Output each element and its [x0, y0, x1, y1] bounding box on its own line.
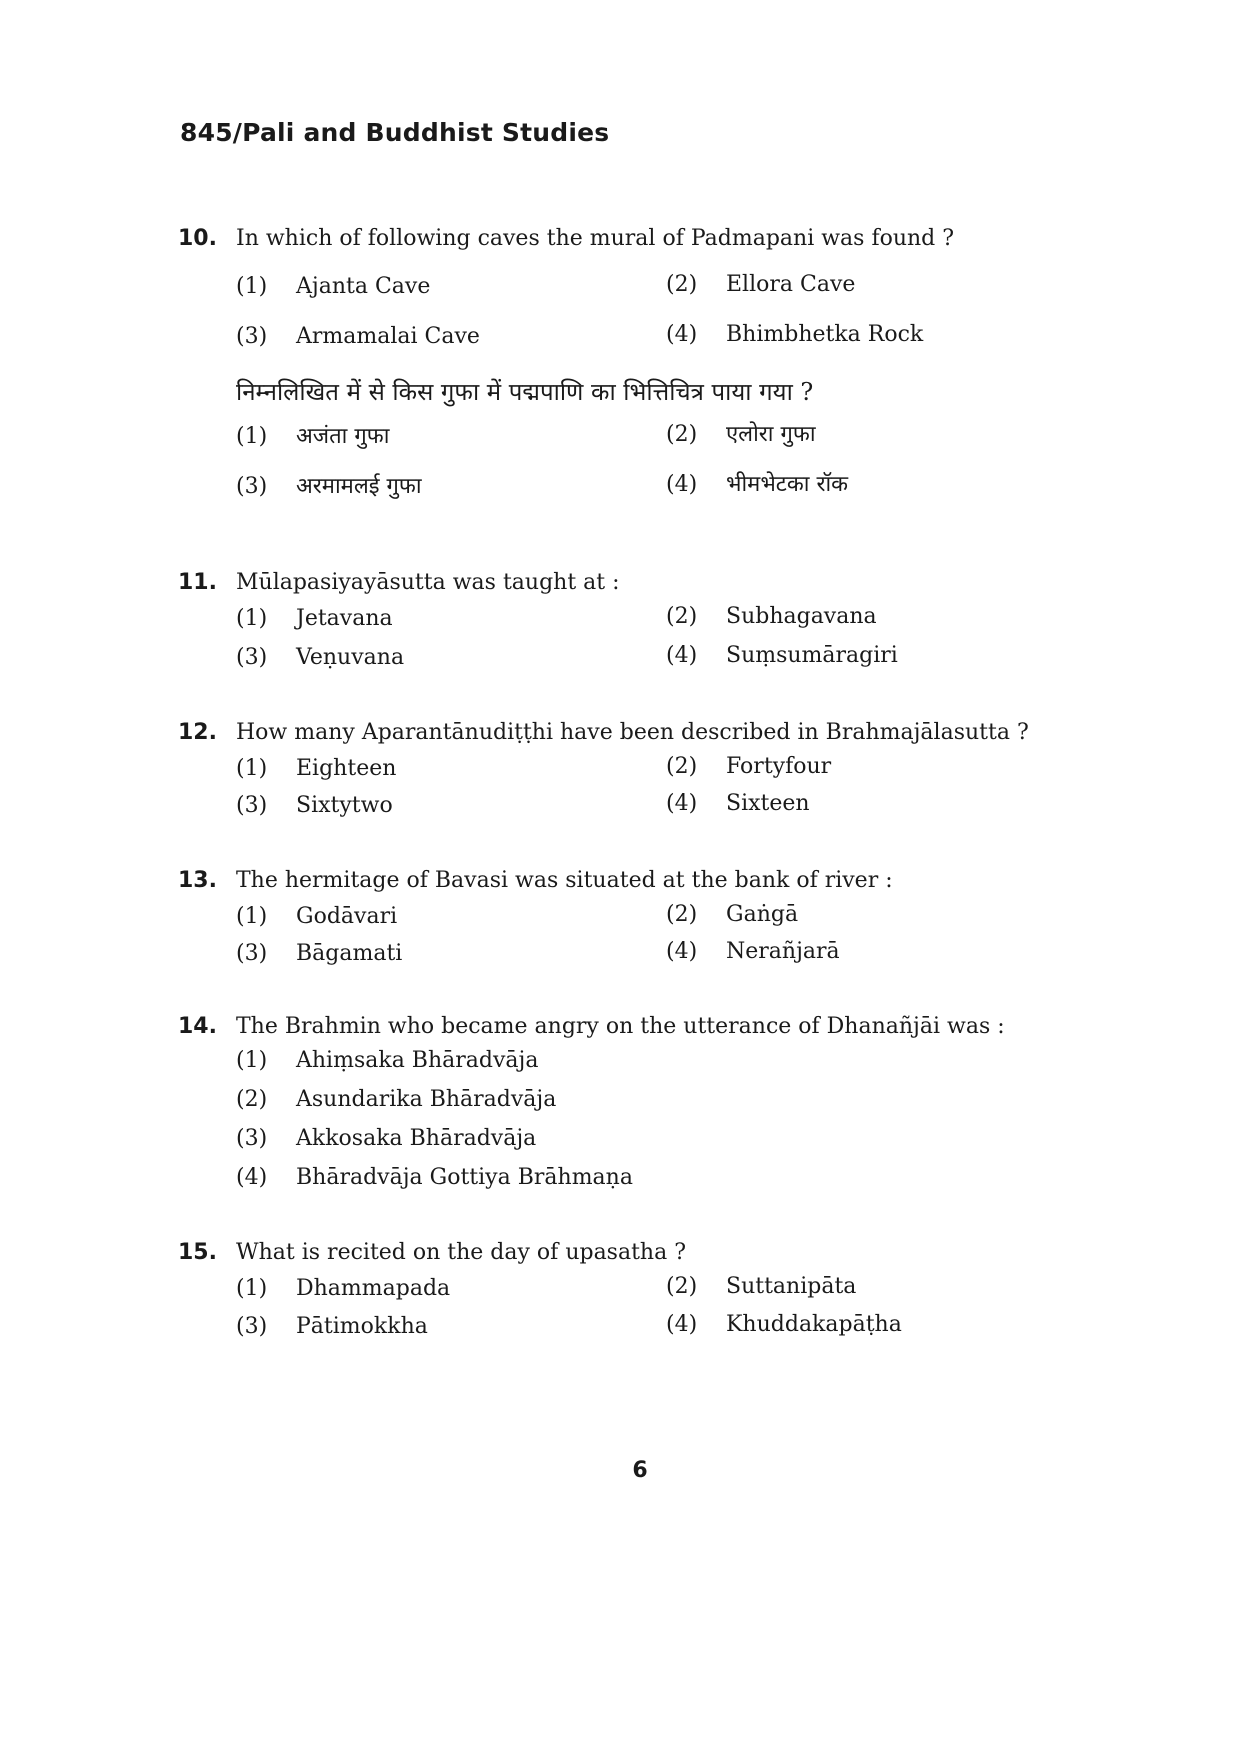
options — [236, 896, 1118, 976]
question-stem: The hermitage of Bavasi was situated at the bank of river : — [236, 868, 893, 893]
option-1[interactable]: (1) Dhammapada — [236, 1276, 451, 1301]
options-hindi — [236, 408, 1118, 518]
option-2[interactable]: (2) Suttanipāta — [666, 1274, 857, 1299]
option-1[interactable]: (1) Ahiṃsaka Bhāradvāja — [236, 1048, 539, 1073]
option-2-hindi[interactable]: (2) एलोरा गुफा — [666, 422, 816, 447]
options — [236, 254, 1118, 374]
options — [236, 748, 1118, 828]
options — [236, 1268, 1118, 1348]
option-3-hindi[interactable]: (3) अरमामलई गुफा — [236, 474, 422, 499]
question-number: 11. — [178, 570, 217, 595]
option-2[interactable]: (2) Asundarika Bhāradvāja — [236, 1087, 557, 1112]
option-1[interactable]: (1) Godāvari — [236, 904, 398, 929]
options — [236, 598, 1118, 678]
option-1[interactable]: (1) Eighteen — [236, 756, 397, 781]
option-4[interactable]: (4) Bhāradvāja Gottiya Brāhmaṇa — [236, 1165, 633, 1190]
question-stem: In which of following caves the mural of Padmapani was found ? — [236, 226, 955, 251]
option-2[interactable]: (2) Fortyfour — [666, 754, 832, 779]
question-stem: The Brahmin who became angry on the utterance of Dhanañjāi was : — [236, 1014, 1005, 1039]
option-2[interactable]: (2) Subhagavana — [666, 604, 877, 629]
option-4-hindi[interactable]: (4) भीमभेटका रॉक — [666, 472, 849, 497]
question-12 — [178, 718, 1118, 828]
question-stem: Mūlapasiyayāsutta was taught at : — [236, 570, 620, 595]
option-1[interactable]: (1) Jetavana — [236, 606, 393, 631]
question-number: 10. — [178, 226, 217, 251]
options — [236, 1042, 1118, 1202]
page-header: 845/Pali and Buddhist Studies — [180, 118, 610, 147]
page-number: 6 — [632, 1458, 648, 1483]
question-15 — [178, 1238, 1118, 1348]
question-number: 13. — [178, 868, 217, 893]
option-3[interactable]: (3) Veṇuvana — [236, 645, 405, 670]
question-13 — [178, 866, 1118, 976]
option-4[interactable]: (4) Sixteen — [666, 791, 810, 816]
option-4[interactable]: (4) Suṃsumāragiri — [666, 643, 898, 668]
option-4[interactable]: (4) Khuddakapāṭha — [666, 1312, 902, 1337]
option-2[interactable]: (2) Gaṅgā — [666, 902, 799, 927]
question-number: 14. — [178, 1014, 217, 1039]
question-number: 15. — [178, 1240, 217, 1265]
option-3[interactable]: (3) Sixtytwo — [236, 793, 393, 818]
option-2[interactable]: (2) Ellora Cave — [666, 272, 856, 297]
option-1[interactable]: (1) Ajanta Cave — [236, 274, 431, 299]
question-stem-hindi: निम्नलिखित में से किस गुफा में पद्मपाणि का भित्तिचित्र पाया गया ? — [236, 378, 814, 406]
question-10 — [178, 224, 1118, 518]
question-stem: How many Aparantānudiṭṭhi have been described in Brahmajālasutta ? — [236, 720, 1029, 745]
option-3[interactable]: (3) Bāgamati — [236, 941, 403, 966]
question-14 — [178, 1012, 1118, 1202]
option-1-hindi[interactable]: (1) अजंता गुफा — [236, 424, 390, 449]
question-11 — [178, 568, 1118, 678]
question-stem: What is recited on the day of upasatha ? — [236, 1240, 687, 1265]
option-3[interactable]: (3) Pātimokkha — [236, 1314, 428, 1339]
option-3[interactable]: (3) Armamalai Cave — [236, 324, 480, 349]
question-number: 12. — [178, 720, 217, 745]
option-4[interactable]: (4) Nerañjarā — [666, 939, 840, 964]
option-4[interactable]: (4) Bhimbhetka Rock — [666, 322, 924, 347]
option-3[interactable]: (3) Akkosaka Bhāradvāja — [236, 1126, 537, 1151]
